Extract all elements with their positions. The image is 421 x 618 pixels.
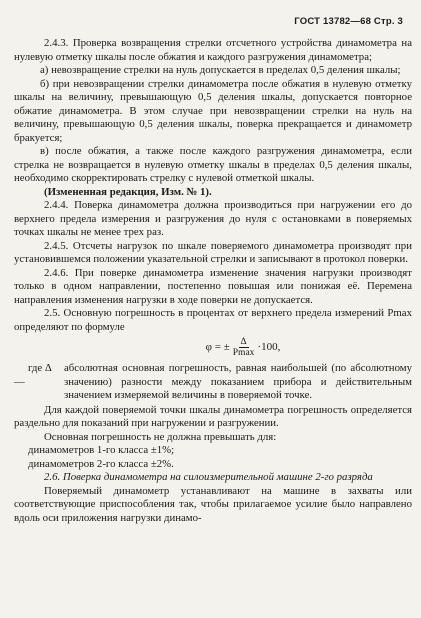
paragraph-2-4-4: 2.4.4. Поверка динамометра должна производиться при нагружении его до верхнего предела измерения и разгружения до нуля с остановками в поверяемых точках шкалы не менее трех раз. xyxy=(14,199,412,238)
paragraph-2-5-c: Основная погрешность не должна превышать для: xyxy=(44,430,277,443)
formula-denominator: Pmax xyxy=(232,348,255,358)
paragraph-2-5-b: Для каждой поверяемой точки шкалы динамометра погрешность определяется раздельно для показаний при нагружении и разгружении. xyxy=(14,403,412,429)
document-body xyxy=(14,37,412,525)
error-formula xyxy=(74,337,412,358)
definition-text: абсолютная основная погрешность, равная наибольшей (по абсолютному значению) разности между показанием прибора и действительным значением измеряемой величины в поверяемой точке. xyxy=(64,362,412,401)
paragraph-2-4-3: 2.4.3. Проверка возвращения стрелки отсчетного устройства динамометра на нулевую отметку шкалы после обжатия и каждого разгружения динамометра; xyxy=(14,37,412,63)
paragraph-2-6-text: Поверяемый динамометр устанавливают на машине в захваты или соответствующие приспособления так, чтобы прилагаемое усилие было направлено вдоль оси приложения нагрузки динамо- xyxy=(14,484,412,524)
item-v: в) после обжатия, а также после каждого разгружения динамометра, если стрелка не возвращается в нулевую отметку шкалы в пределах 0,5 деления шкалы, необходимо скорректировать стрелку с нулевой отметкой шкалы. xyxy=(14,145,412,184)
list-item-class-2: динамометров 2-го класса ±2%. xyxy=(28,457,174,470)
item-b: б) при невозвращении стрелки динамометра после обжатия в нулевую отметку шкалы на величину, превышающую 0,5 деления шкалы, допускается повторное обжатие динамометра. В этом случае при невозвращении стрелки на нуль на величину, превышающую 0,5 деления шкалы, поверка прекращается и динамометр бракуется; xyxy=(14,77,412,144)
formula-rhs: ·100, xyxy=(257,340,281,353)
list-item-class-1: динамометров 1-го класса ±1%; xyxy=(28,444,175,456)
paragraph-2-4-6: 2.4.6. При поверке динамометра изменение значения нагрузки производят только в одном направлении, постепенно повышая или понижая её. Перемена направления изменения нагрузки в ходе поверки не допускается. xyxy=(14,266,412,306)
paragraph-2-6-heading: 2.6. Поверка динамометра на силоизмерительной машине 2-го разряда xyxy=(44,471,373,483)
formula-lhs: φ = ± xyxy=(205,340,230,353)
formula-numerator: Δ xyxy=(240,337,247,347)
amendment-note: (Измененная редакция, Изм. № 1). xyxy=(44,185,212,198)
paragraph-2-4-5: 2.4.5. Отсчеты нагрузок по шкале поверяемого динамометра производят при установившемся положении указательной стрелки и записывают в протокол поверки. xyxy=(14,239,412,265)
page-header: ГОСТ 13782—68 Стр. 3 xyxy=(294,16,403,27)
formula-definition xyxy=(14,362,412,403)
paragraph-2-5: 2.5. Основную погрешность в процентах от верхнего предела измерений Pmax определяют по формуле xyxy=(14,307,412,333)
item-a: а) невозвращение стрелки на нуль допускается в пределах 0,5 деления шкалы; xyxy=(40,64,401,76)
definition-label: где Δ — xyxy=(14,362,52,388)
formula-fraction xyxy=(233,337,255,358)
